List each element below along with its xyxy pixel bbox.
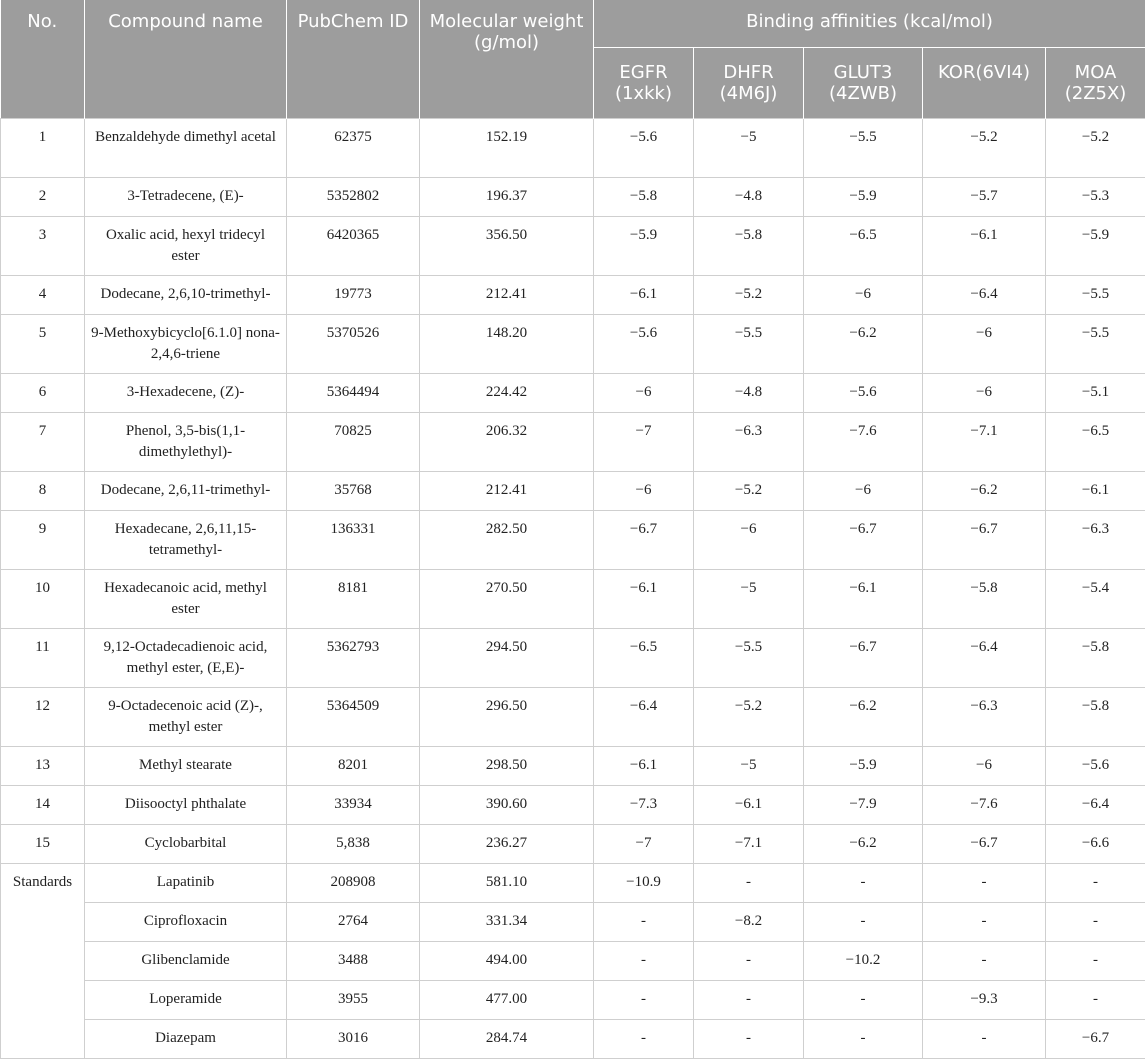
cell-moa: −5.4 bbox=[1046, 569, 1145, 628]
cell-moa: −5.8 bbox=[1046, 687, 1145, 746]
cell-moa: −5.9 bbox=[1046, 216, 1145, 275]
table-row bbox=[1, 216, 1145, 275]
cell-no: 14 bbox=[1, 785, 85, 824]
cell-no: 1 bbox=[1, 118, 85, 177]
table-row bbox=[1, 177, 1145, 216]
cell-compound-name: Dodecane, 2,6,10-trimethyl- bbox=[85, 275, 287, 314]
cell-glut3: - bbox=[804, 863, 923, 902]
cell-dhfr: - bbox=[694, 941, 804, 980]
cell-pubchem: 2764 bbox=[287, 902, 420, 941]
cell-egfr: −7 bbox=[594, 824, 694, 863]
cell-egfr: −10.9 bbox=[594, 863, 694, 902]
cell-moa: −5.8 bbox=[1046, 628, 1145, 687]
cell-kor: −6.4 bbox=[923, 628, 1046, 687]
cell-dhfr: −5.2 bbox=[694, 275, 804, 314]
cell-egfr: −6.5 bbox=[594, 628, 694, 687]
cell-kor: - bbox=[923, 863, 1046, 902]
cell-kor: −6.7 bbox=[923, 510, 1046, 569]
cell-moa: −5.6 bbox=[1046, 746, 1145, 785]
cell-compound-name: Loperamide bbox=[85, 980, 287, 1019]
cell-mw: 236.27 bbox=[420, 824, 594, 863]
cell-mw: 196.37 bbox=[420, 177, 594, 216]
table-row bbox=[1, 471, 1145, 510]
cell-egfr: - bbox=[594, 902, 694, 941]
table-row bbox=[1, 118, 1145, 177]
cell-no: 4 bbox=[1, 275, 85, 314]
cell-no: 9 bbox=[1, 510, 85, 569]
table-header bbox=[1, 0, 1145, 118]
standards-label: Standards bbox=[1, 863, 85, 1058]
cell-egfr: −7 bbox=[594, 412, 694, 471]
cell-mw: 390.60 bbox=[420, 785, 594, 824]
cell-glut3: - bbox=[804, 980, 923, 1019]
cell-glut3: −7.6 bbox=[804, 412, 923, 471]
cell-kor: - bbox=[923, 902, 1046, 941]
table-row bbox=[1, 569, 1145, 628]
cell-pubchem: 3488 bbox=[287, 941, 420, 980]
cell-glut3: −6.5 bbox=[804, 216, 923, 275]
cell-glut3: −5.6 bbox=[804, 373, 923, 412]
cell-no: 15 bbox=[1, 824, 85, 863]
cell-kor: −6.4 bbox=[923, 275, 1046, 314]
cell-dhfr: −5.5 bbox=[694, 314, 804, 373]
table-row bbox=[1, 824, 1145, 863]
cell-egfr: −5.6 bbox=[594, 118, 694, 177]
cell-pubchem: 5370526 bbox=[287, 314, 420, 373]
cell-compound-name: Ciprofloxacin bbox=[85, 902, 287, 941]
cell-kor: −6 bbox=[923, 314, 1046, 373]
cell-kor: −5.8 bbox=[923, 569, 1046, 628]
cell-glut3: −6.2 bbox=[804, 314, 923, 373]
standard-row bbox=[1, 941, 1145, 980]
cell-dhfr: −5.5 bbox=[694, 628, 804, 687]
cell-mw: 284.74 bbox=[420, 1019, 594, 1058]
cell-no: 13 bbox=[1, 746, 85, 785]
cell-compound-name: Phenol, 3,5-bis(1,1-dimethylethyl)- bbox=[85, 412, 287, 471]
header-no: No. bbox=[1, 0, 85, 118]
cell-moa: −5.5 bbox=[1046, 314, 1145, 373]
cell-pubchem: 62375 bbox=[287, 118, 420, 177]
cell-dhfr: −4.8 bbox=[694, 177, 804, 216]
cell-glut3: −6.7 bbox=[804, 628, 923, 687]
standard-row bbox=[1, 863, 1145, 902]
cell-glut3: −6.7 bbox=[804, 510, 923, 569]
cell-compound-name: Cyclobarbital bbox=[85, 824, 287, 863]
cell-compound-name: 9-Methoxybicyclo[6.1.0] nona-2,4,6-triene bbox=[85, 314, 287, 373]
cell-pubchem: 19773 bbox=[287, 275, 420, 314]
cell-glut3: - bbox=[804, 902, 923, 941]
cell-moa: −6.7 bbox=[1046, 1019, 1145, 1058]
cell-no: 12 bbox=[1, 687, 85, 746]
cell-egfr: −6.1 bbox=[594, 275, 694, 314]
cell-egfr: −6 bbox=[594, 471, 694, 510]
cell-dhfr: −5 bbox=[694, 746, 804, 785]
cell-dhfr: −5.2 bbox=[694, 687, 804, 746]
cell-compound-name: 9-Octadecenoic acid (Z)-, methyl ester bbox=[85, 687, 287, 746]
cell-no: 11 bbox=[1, 628, 85, 687]
cell-moa: −5.1 bbox=[1046, 373, 1145, 412]
header-kor: KOR(6VI4) bbox=[923, 47, 1046, 118]
cell-dhfr: - bbox=[694, 863, 804, 902]
header-dhfr: DHFR (4M6J) bbox=[694, 47, 804, 118]
header-pubchem-id: PubChem ID bbox=[287, 0, 420, 118]
cell-mw: 148.20 bbox=[420, 314, 594, 373]
cell-pubchem: 8181 bbox=[287, 569, 420, 628]
cell-pubchem: 6420365 bbox=[287, 216, 420, 275]
cell-pubchem: 3016 bbox=[287, 1019, 420, 1058]
cell-mw: 212.41 bbox=[420, 275, 594, 314]
cell-glut3: −6.2 bbox=[804, 824, 923, 863]
cell-mw: 296.50 bbox=[420, 687, 594, 746]
cell-pubchem: 5364494 bbox=[287, 373, 420, 412]
cell-dhfr: −8.2 bbox=[694, 902, 804, 941]
cell-egfr: −6.4 bbox=[594, 687, 694, 746]
cell-moa: −5.2 bbox=[1046, 118, 1145, 177]
header-binding-affinities: Binding affinities (kcal/mol) bbox=[594, 0, 1145, 47]
cell-dhfr: −6.3 bbox=[694, 412, 804, 471]
table-row bbox=[1, 746, 1145, 785]
cell-pubchem: 35768 bbox=[287, 471, 420, 510]
cell-dhfr: −6.1 bbox=[694, 785, 804, 824]
header-molecular-weight: Molecular weight (g/mol) bbox=[420, 0, 594, 118]
cell-pubchem: 5,838 bbox=[287, 824, 420, 863]
cell-kor: −9.3 bbox=[923, 980, 1046, 1019]
cell-compound-name: Hexadecanoic acid, methyl ester bbox=[85, 569, 287, 628]
cell-mw: 494.00 bbox=[420, 941, 594, 980]
cell-mw: 152.19 bbox=[420, 118, 594, 177]
cell-mw: 298.50 bbox=[420, 746, 594, 785]
cell-kor: −5.7 bbox=[923, 177, 1046, 216]
table-row bbox=[1, 314, 1145, 373]
cell-dhfr: - bbox=[694, 1019, 804, 1058]
cell-kor: −7.1 bbox=[923, 412, 1046, 471]
cell-glut3: −6 bbox=[804, 275, 923, 314]
cell-kor: −6 bbox=[923, 373, 1046, 412]
cell-moa: −5.3 bbox=[1046, 177, 1145, 216]
cell-dhfr: −7.1 bbox=[694, 824, 804, 863]
cell-moa: −6.3 bbox=[1046, 510, 1145, 569]
cell-mw: 294.50 bbox=[420, 628, 594, 687]
cell-moa: - bbox=[1046, 902, 1145, 941]
cell-kor: −5.2 bbox=[923, 118, 1046, 177]
cell-kor: −6.2 bbox=[923, 471, 1046, 510]
cell-moa: −6.6 bbox=[1046, 824, 1145, 863]
cell-mw: 581.10 bbox=[420, 863, 594, 902]
cell-no: 6 bbox=[1, 373, 85, 412]
cell-glut3: −6 bbox=[804, 471, 923, 510]
standard-row bbox=[1, 980, 1145, 1019]
cell-dhfr: −5 bbox=[694, 118, 804, 177]
table-row bbox=[1, 373, 1145, 412]
cell-mw: 212.41 bbox=[420, 471, 594, 510]
cell-no: 7 bbox=[1, 412, 85, 471]
cell-glut3: −5.5 bbox=[804, 118, 923, 177]
cell-compound-name: 3-Hexadecene, (Z)- bbox=[85, 373, 287, 412]
cell-glut3: −10.2 bbox=[804, 941, 923, 980]
cell-moa: - bbox=[1046, 863, 1145, 902]
table-row bbox=[1, 687, 1145, 746]
cell-moa: −6.1 bbox=[1046, 471, 1145, 510]
cell-no: 8 bbox=[1, 471, 85, 510]
cell-no: 10 bbox=[1, 569, 85, 628]
cell-pubchem: 33934 bbox=[287, 785, 420, 824]
cell-moa: −5.5 bbox=[1046, 275, 1145, 314]
cell-kor: −6.7 bbox=[923, 824, 1046, 863]
cell-pubchem: 8201 bbox=[287, 746, 420, 785]
cell-pubchem: 5364509 bbox=[287, 687, 420, 746]
cell-dhfr: - bbox=[694, 980, 804, 1019]
cell-dhfr: −4.8 bbox=[694, 373, 804, 412]
cell-mw: 331.34 bbox=[420, 902, 594, 941]
cell-pubchem: 70825 bbox=[287, 412, 420, 471]
cell-compound-name: Oxalic acid, hexyl tridecyl ester bbox=[85, 216, 287, 275]
cell-compound-name: Diazepam bbox=[85, 1019, 287, 1058]
cell-compound-name: Hexadecane, 2,6,11,15-tetramethyl- bbox=[85, 510, 287, 569]
standard-row bbox=[1, 902, 1145, 941]
cell-glut3: - bbox=[804, 1019, 923, 1058]
cell-glut3: −5.9 bbox=[804, 746, 923, 785]
cell-egfr: −6.1 bbox=[594, 569, 694, 628]
cell-kor: - bbox=[923, 941, 1046, 980]
cell-egfr: −6.1 bbox=[594, 746, 694, 785]
cell-dhfr: −5 bbox=[694, 569, 804, 628]
cell-compound-name: Dodecane, 2,6,11-trimethyl- bbox=[85, 471, 287, 510]
cell-compound-name: 3-Tetradecene, (E)- bbox=[85, 177, 287, 216]
header-moa: MOA (2Z5X) bbox=[1046, 47, 1145, 118]
cell-glut3: −5.9 bbox=[804, 177, 923, 216]
cell-no: 5 bbox=[1, 314, 85, 373]
table-row bbox=[1, 628, 1145, 687]
cell-egfr: −7.3 bbox=[594, 785, 694, 824]
cell-pubchem: 3955 bbox=[287, 980, 420, 1019]
cell-egfr: −6.7 bbox=[594, 510, 694, 569]
cell-moa: - bbox=[1046, 980, 1145, 1019]
header-compound-name: Compound name bbox=[85, 0, 287, 118]
cell-kor: −6.1 bbox=[923, 216, 1046, 275]
cell-kor: - bbox=[923, 1019, 1046, 1058]
cell-mw: 282.50 bbox=[420, 510, 594, 569]
cell-mw: 224.42 bbox=[420, 373, 594, 412]
cell-dhfr: −5.2 bbox=[694, 471, 804, 510]
cell-compound-name: Diisooctyl phthalate bbox=[85, 785, 287, 824]
table-row bbox=[1, 275, 1145, 314]
header-glut3: GLUT3 (4ZWB) bbox=[804, 47, 923, 118]
cell-egfr: −5.9 bbox=[594, 216, 694, 275]
header-egfr: EGFR (1xkk) bbox=[594, 47, 694, 118]
cell-pubchem: 5352802 bbox=[287, 177, 420, 216]
cell-mw: 206.32 bbox=[420, 412, 594, 471]
cell-no: 2 bbox=[1, 177, 85, 216]
cell-compound-name: Glibenclamide bbox=[85, 941, 287, 980]
cell-compound-name: Methyl stearate bbox=[85, 746, 287, 785]
cell-mw: 356.50 bbox=[420, 216, 594, 275]
table-row bbox=[1, 785, 1145, 824]
cell-mw: 270.50 bbox=[420, 569, 594, 628]
cell-pubchem: 136331 bbox=[287, 510, 420, 569]
cell-pubchem: 5362793 bbox=[287, 628, 420, 687]
cell-glut3: −7.9 bbox=[804, 785, 923, 824]
table-body bbox=[1, 118, 1145, 1058]
cell-kor: −6 bbox=[923, 746, 1046, 785]
cell-egfr: - bbox=[594, 1019, 694, 1058]
cell-dhfr: −5.8 bbox=[694, 216, 804, 275]
cell-no: 3 bbox=[1, 216, 85, 275]
cell-egfr: −6 bbox=[594, 373, 694, 412]
cell-egfr: −5.8 bbox=[594, 177, 694, 216]
cell-mw: 477.00 bbox=[420, 980, 594, 1019]
table-row bbox=[1, 412, 1145, 471]
cell-egfr: −5.6 bbox=[594, 314, 694, 373]
standard-row bbox=[1, 1019, 1145, 1058]
cell-compound-name: Lapatinib bbox=[85, 863, 287, 902]
cell-moa: - bbox=[1046, 941, 1145, 980]
cell-compound-name: 9,12-Octadecadienoic acid, methyl ester, (E,E)- bbox=[85, 628, 287, 687]
cell-kor: −6.3 bbox=[923, 687, 1046, 746]
cell-egfr: - bbox=[594, 941, 694, 980]
cell-dhfr: −6 bbox=[694, 510, 804, 569]
cell-moa: −6.4 bbox=[1046, 785, 1145, 824]
table-row bbox=[1, 510, 1145, 569]
cell-compound-name: Benzaldehyde dimethyl acetal bbox=[85, 118, 287, 177]
cell-egfr: - bbox=[594, 980, 694, 1019]
cell-glut3: −6.2 bbox=[804, 687, 923, 746]
cell-pubchem: 208908 bbox=[287, 863, 420, 902]
cell-moa: −6.5 bbox=[1046, 412, 1145, 471]
cell-glut3: −6.1 bbox=[804, 569, 923, 628]
cell-kor: −7.6 bbox=[923, 785, 1046, 824]
